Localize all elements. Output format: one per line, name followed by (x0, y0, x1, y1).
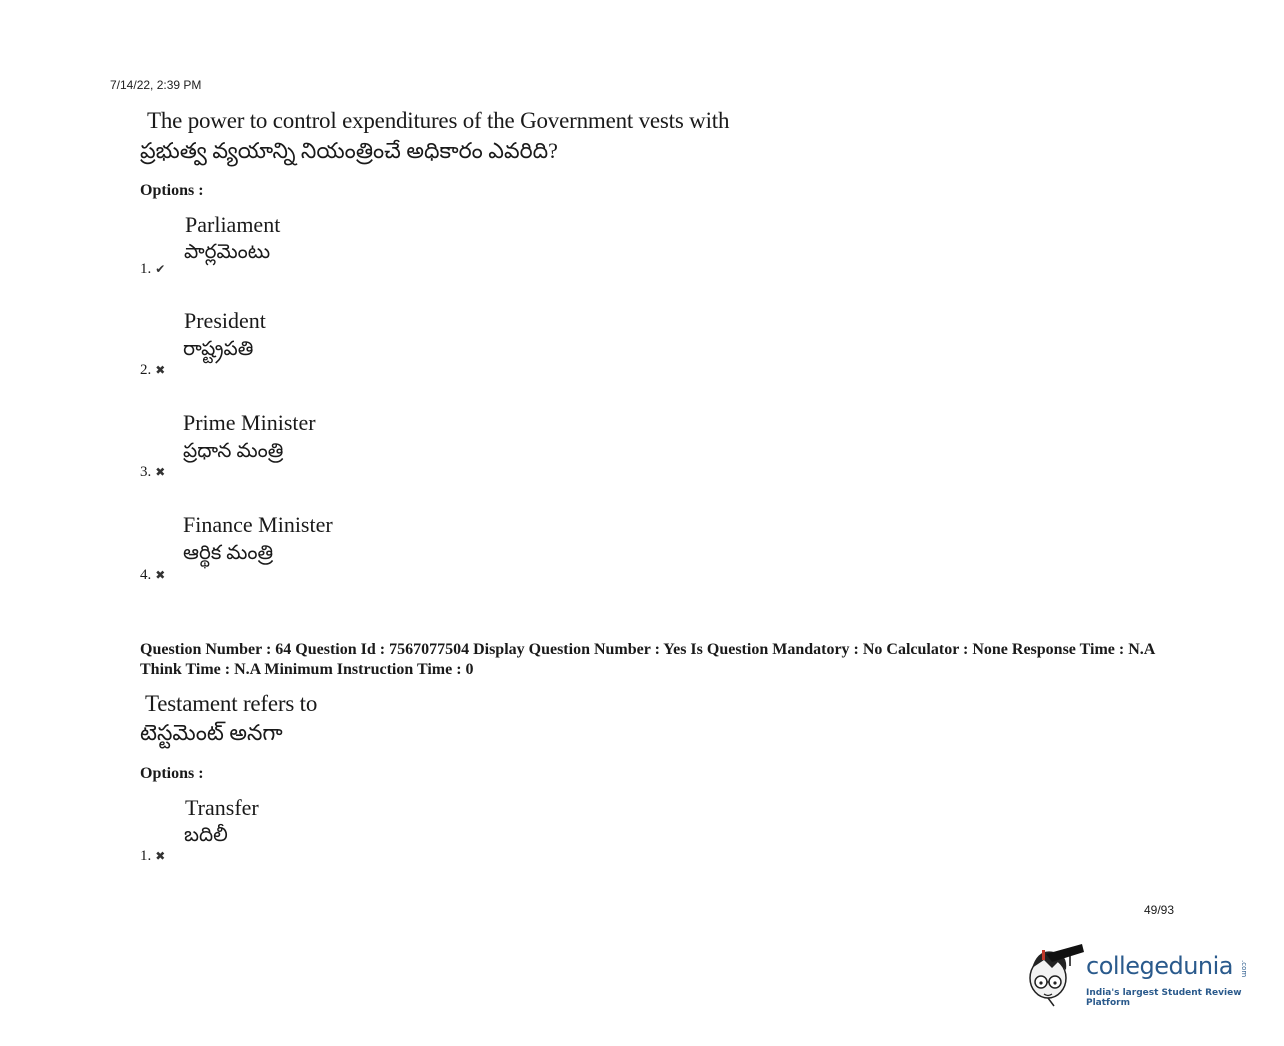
brand-suffix: .com (1240, 960, 1248, 978)
question-text-te: టెస్టమెంట్ అనగా (140, 720, 283, 745)
option-text-te: బదిలీ (184, 824, 228, 846)
options-label: Options : (140, 765, 204, 782)
option-text-en: Parliament (185, 212, 281, 237)
option-number: 3. ✖ (140, 464, 166, 480)
check-icon: ✔ (155, 262, 166, 276)
page-number: 49/93 (1144, 903, 1175, 917)
option-text-te: ఆర్థిక మంత్రి (183, 542, 274, 564)
option-number: 1. ✖ (140, 848, 166, 864)
option-number: 2. ✖ (140, 362, 166, 378)
cross-icon: ✖ (155, 465, 166, 479)
option-number: 4. ✖ (140, 567, 166, 583)
option-text-te: ప్రధాన మంత్రి (183, 440, 284, 462)
question-text-en: The power to control expenditures of the Government vests with (147, 108, 730, 133)
options-label: Options : (140, 182, 204, 199)
cross-icon: ✖ (155, 363, 166, 377)
question-text-te: ప్రభుత్వ వ్యయాన్ని నియంత్రించే అధికారం ఎవరిది? (140, 138, 558, 163)
option-text-te: రాష్ట్రపతి (183, 338, 254, 360)
question-meta: Question Number : 64 Question Id : 7567077504 Display Question Number : Yes Is Question Mandatory : No Calculator : None Response Time : N.A Think Time : N.A Minimum Instruction Time : 0 (140, 641, 1155, 678)
cross-icon: ✖ (155, 568, 166, 582)
option-text-en: Prime Minister (183, 410, 316, 435)
cross-icon: ✖ (155, 849, 166, 863)
option-number: 1. ✔ (140, 261, 166, 277)
brand-name: collegedunia (1086, 952, 1234, 980)
option-text-en: Transfer (185, 795, 259, 820)
brand-tagline: India's largest Student Review Platform (1086, 988, 1242, 1008)
option-text-te: పార్లమెంటు (184, 241, 271, 263)
collegedunia-mascot-icon (1024, 940, 1086, 1010)
option-text-en: Finance Minister (183, 512, 333, 537)
option-text-en: President (184, 308, 266, 333)
question-text-en: Testament refers to (145, 691, 318, 716)
print-timestamp: 7/14/22, 2:39 PM (110, 78, 202, 92)
